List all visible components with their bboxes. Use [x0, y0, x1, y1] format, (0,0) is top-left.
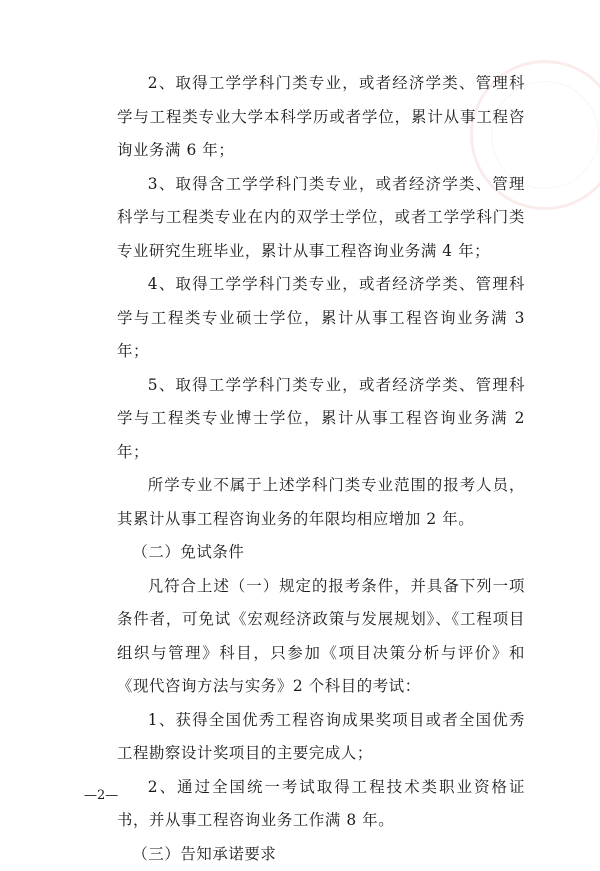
paragraph-condition-2: 2、取得工学学科门类专业，或者经济学类、管理科学与工程类专业大学本科学历或者学位，累计从事工程咨询业务满 6 年；: [117, 67, 525, 168]
paragraph-exemption-1: 1、获得全国优秀工程咨询成果奖项目或者全国优秀工程勘察设计奖项目的主要完成人；: [117, 704, 525, 771]
paragraph-condition-5: 5、取得工学学科门类专业，或者经济学类、管理科学与工程类专业博士学位，累计从事工程咨询业务满 2 年；: [117, 369, 525, 470]
document-body: [117, 67, 525, 871]
paragraph-exemption-2: 2、通过全国统一考试取得工程技术类职业资格证书，并从事工程咨询业务工作满 8 年。: [117, 771, 525, 838]
section-heading-exemption: （二）免试条件: [117, 536, 525, 570]
paragraph-condition-4: 4、取得工学学科门类专业，或者经济学类、管理科学与工程类专业硕士学位，累计从事工程咨询业务满 3 年；: [117, 268, 525, 369]
paragraph-condition-3: 3、取得含工学学科门类专业，或者经济学类、管理科学与工程类专业在内的双学士学位，或者工学学科门类专业研究生班毕业，累计从事工程咨询业务满 4 年；: [117, 168, 525, 269]
section-heading-commitment: （三）告知承诺要求: [117, 838, 525, 871]
page-number: —2—: [84, 788, 118, 803]
paragraph-other-majors: 所学专业不属于上述学科门类专业范围的报考人员，其累计从事工程咨询业务的年限均相应增加 2 年。: [117, 469, 525, 536]
paragraph-exemption-intro: 凡符合上述（一）规定的报考条件，并具备下列一项条件者，可免试《宏观经济政策与发展规划》、《工程项目组织与管理》科目，只参加《项目决策分析与评价》和《现代咨询方法与实务》2 个科目的考试：: [117, 570, 525, 704]
